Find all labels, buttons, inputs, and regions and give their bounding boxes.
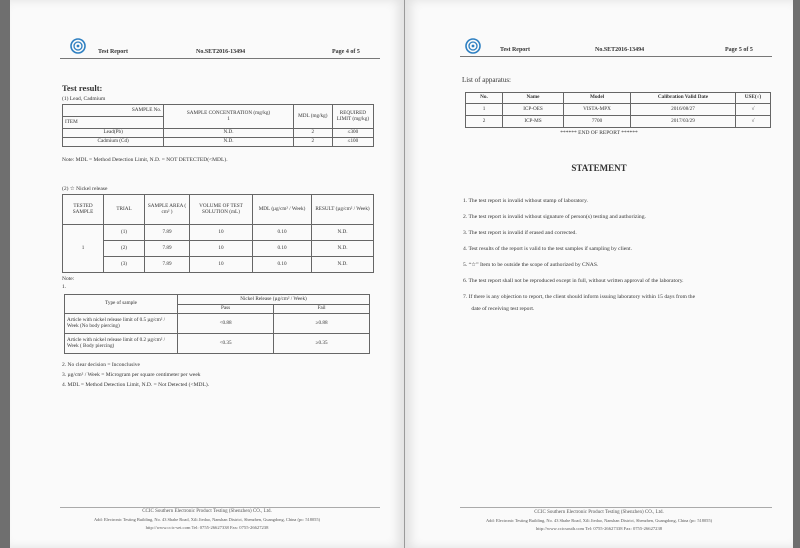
th-tested-sample: TESTED SAMPLE: [63, 195, 104, 225]
th-fail: Fail: [274, 305, 370, 314]
table-row: Cadmium (Cd) N.D. 2 ≤100: [63, 138, 374, 147]
statement-2: 2. The test report is invalid without signature of person(s) testing and authorizing.: [463, 214, 646, 220]
footer-company: CCIC Southern Electronic Product Testing (Shenzhen) CO., Ltd.: [534, 510, 664, 515]
table-row: (2) 7.89 10 0.10 N.D.: [63, 241, 374, 257]
lead-cadmium-table: [62, 104, 374, 147]
footer-company: CCIC Southern Electronic Product Testing (Shenzhen) CO., Ltd.: [142, 509, 272, 514]
th-area: SAMPLE AREA ( cm² ): [145, 195, 190, 225]
statement-7: 7. If there is any objection to report, the client should inform issuing laboratory within 15 days from the: [463, 294, 696, 300]
th-mdl: MDL (mg/kg): [293, 105, 332, 129]
report-page-4: [10, 0, 404, 548]
statement-7-cont: date of receiving test report.: [463, 306, 535, 312]
table-row: 2 ICP-MS 7700 2017/03/29 √: [466, 116, 771, 128]
header-title: Test Report: [500, 47, 530, 53]
note-2: 2. No clear decision = Inconclusive: [62, 362, 140, 368]
th-type: Type of sample: [65, 295, 178, 314]
ccic-logo-icon: [70, 38, 86, 54]
note-1: 1.: [62, 284, 67, 290]
th-limit: REQUIRED LIMIT (mg/kg): [332, 105, 373, 129]
th-item: ITEM: [63, 117, 164, 129]
header-rule: [60, 58, 380, 59]
footer-rule: [460, 507, 772, 508]
note-3: 3. µg/cm² / Week = Microgram per square centimeter per week: [62, 372, 201, 378]
apparatus-table: No. Name Model Calibration Valid Date USE(√) 1 ICP-OES VISTA-MPX 2016/08/27 √ 2 ICP-MS 7700 2017/03/29 √: [465, 92, 771, 128]
table-row: Article with nickel release limit of 0.5 µg/cm² / Week (No body piercing) <0.88 ≥0.88: [65, 314, 370, 334]
header-page: Page 5 of 5: [725, 47, 753, 53]
th-nickel: Nickel Release (µg/cm² / Week): [178, 295, 370, 305]
header-rule: [460, 56, 772, 57]
statement-6: 6. The test report shall not be reproduced except in full, without written approval of the laboratory.: [463, 278, 684, 284]
header-title: Test Report: [98, 49, 128, 55]
footer-contact: http://www.ccicsouth.com Tel: 0755-26627338 Fax: 0755-26627238: [535, 526, 663, 531]
th-trial: TRIAL: [104, 195, 145, 225]
table-row: Article with nickel release limit of 0.2 µg/cm² / Week ( Body piercing) <0.35 ≥0.35: [65, 334, 370, 354]
apparatus-title: List of apparatus:: [462, 76, 511, 84]
statement-5: 5. “☆” Item to be outside the scope of authorized by CNAS.: [463, 262, 599, 268]
th-sample-no: SAMPLE No.: [63, 105, 164, 117]
table1-note: Note: MDL = Method Detection Limit, N.D. = NOT DETECTED(<MDL).: [62, 157, 228, 163]
th-result: RESULT (µg/cm² / Week): [312, 195, 374, 225]
header-report-no: No.SET2016-13494: [196, 49, 246, 55]
table-row: 1 (1) 7.89 10 0.10 N.D.: [63, 225, 374, 241]
th-concentration: SAMPLE CONCENTRATION (mg/kg) 1: [164, 105, 293, 129]
th-pass: Pass: [178, 305, 274, 314]
footer-rule: [60, 507, 380, 508]
statement-3: 3. The test report is invalid if erased and corrected.: [463, 230, 577, 236]
statement-4: 4. Test results of the report is valid to the test samples if sampling by client.: [463, 246, 632, 252]
statement-title: STATEMENT: [571, 163, 627, 173]
table2-caption: (2) ☆ Nickel release: [62, 186, 108, 192]
footer-address: Add: Electronic Testing Building, No. 43 Shahe Road, Xili Jiedao, Nanshan District, Shenzhen, Guangdong, China (pc: 518055): [93, 517, 321, 522]
footer-address: Add: Electronic Testing Building, No. 43 Shahe Road, Xili Jiedao, Nanshan District, Shenzhen, Guangdong, China (pc: 518055): [485, 518, 713, 523]
header-report-no: No.SET2016-13494: [595, 47, 645, 53]
table-row: (3) 7.89 10 0.10 N.D.: [63, 257, 374, 273]
statement-1: 1. The test report is invalid without stamp of laboratory.: [463, 198, 588, 204]
table-row: Lead(Pb) N.D. 2 ≤300: [63, 129, 374, 138]
table-row: 1 ICP-OES VISTA-MPX 2016/08/27 √: [466, 104, 771, 116]
ccic-logo-icon: [465, 38, 481, 54]
footer-contact: http://www.ccic-set.com Tel: 0755-26627338 Fax: 0755-26627238: [145, 525, 269, 530]
th-volume: VOLUME OF TEST SOLUTION (mL): [190, 195, 253, 225]
nickel-criteria-table: [64, 294, 370, 354]
note-4: 4. MDL = Method Detection Limit, N.D. = Not Detected (<MDL).: [62, 382, 210, 388]
table1-caption: (1) Lead, Cadmium: [62, 96, 106, 102]
header-page: Page 4 of 5: [332, 49, 360, 55]
th-mdl: MDL (µg/cm² / Week): [253, 195, 312, 225]
nickel-release-table: [62, 194, 374, 273]
report-page-5: [405, 0, 793, 548]
end-of-report: ****** END OF REPORT ******: [560, 130, 638, 136]
note-label: Note:: [62, 276, 75, 282]
section-title: Test result:: [62, 83, 103, 93]
